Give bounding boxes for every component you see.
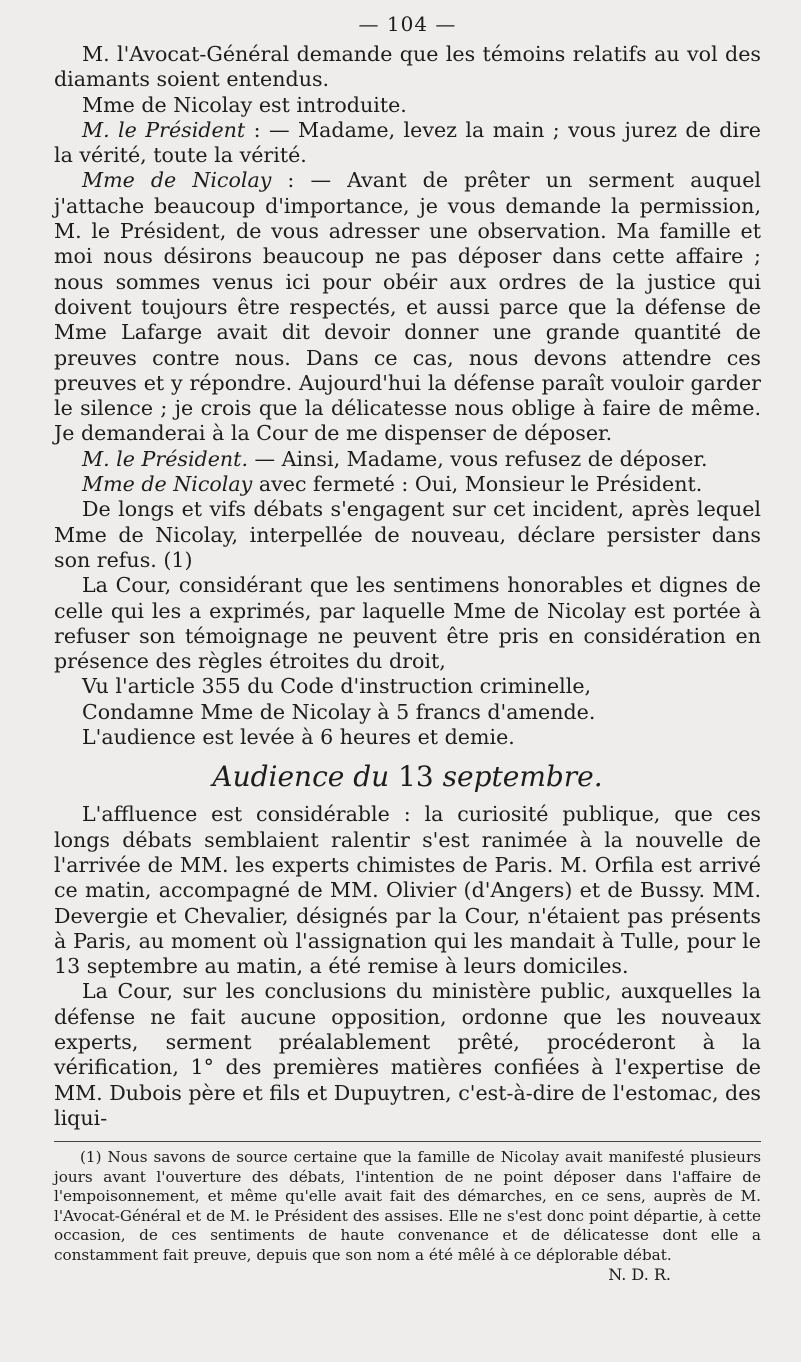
paragraph (54, 168, 761, 446)
heading-tail: septembre. (433, 760, 603, 794)
paragraph (54, 472, 761, 497)
paragraph: Mme de Nicolay est introduite. (82, 92, 407, 117)
heading-date-number: 13 (398, 760, 434, 794)
speaker-label: M. le Président (82, 117, 246, 142)
paragraph: La Cour, considérant que les sentimens honorables et dignes de celle qui les a exprimés, par laquelle Mme de Nicolay est portée à refuser son témoignage ne peuvent être pris en considération en présence des règles étroites du droit, (54, 573, 761, 674)
speaker-label: Mme de Nicolay (82, 472, 253, 497)
paragraph: La Cour, sur les conclusions du ministère public, auxquelles la défense ne fait aucune opposition, ordonne que les nouveaux experts, serment préalablement prêté, procéderont à la vérification, 1° des premières matières confiées à l'expertise de MM. Dubois père et fils et Dupuytren, c'est-à-dire de l'estomac, des liqui- (54, 979, 761, 1130)
footnote-signature: N. D. R. (608, 1265, 671, 1285)
speech-text: avec fermeté : Oui, Monsieur le Président. (252, 472, 703, 497)
page-number-header: — 104 — (358, 12, 457, 36)
section-heading (54, 758, 761, 796)
paragraph: De longs et vifs débats s'engagent sur cet incident, après lequel Mme de Nicolay, interpellée de nouveau, déclare persister dans son refus. (1) (54, 497, 761, 572)
speech-text: : — Madame, levez la main ; vous jurez de dire la vérité, toute la vérité. (54, 117, 761, 168)
paragraph (54, 118, 761, 169)
speaker-label: Mme de Nicolay (82, 168, 272, 193)
paragraph: L'audience est levée à 6 heures et demie. (82, 725, 515, 750)
main-text (54, 42, 761, 1131)
speech-text: — Ainsi, Madame, vous refusez de déposer. (248, 446, 708, 471)
paragraph: L'affluence est considérable : la curiosité publique, que ces longs débats semblaient ralentir s'est ranimée à la nouvelle de l'arrivée de MM. les experts chimistes de Paris. M. Orfila est arrivé ce matin, accompagné de MM. Olivier (d'Angers) et de Bussy. MM. Devergie et Chevalier, désignés par la Cour, n'étaient pas présents à Paris, au moment où l'assignation qui les mandait à Tulle, pour le 13 septembre au matin, a été remise à leurs domiciles. (54, 802, 761, 979)
footnote (54, 1148, 761, 1285)
paragraph: Vu l'article 355 du Code d'instruction criminelle, (82, 674, 592, 699)
paragraph: Condamne Mme de Nicolay à 5 francs d'amende. (82, 699, 596, 724)
speech-text: : — Avant de prêter un serment auquel j'attache beaucoup d'importance, je vous demande la permission, M. le Président, de vous adresser une observation. Ma famille et moi nous désirons beaucoup ne pas déposer dans cette affaire ; nous sommes venus ici pour obéir aux ordres de la justice qui doivent toujours être respectés, et aussi parce que la défense de Mme Lafarge avait dit devoir donner une grande quantité de preuves contre nous. Dans ce cas, nous devons attendre ces preuves et y répondre. Aujourd'hui la défense paraît vouloir garder le silence ; je crois que la délicatesse nous oblige à faire de même. Je demanderai à la Cour de me dispenser de déposer. (54, 168, 761, 446)
speaker-label: M. le Président. (82, 446, 248, 471)
paragraph: M. l'Avocat-Général demande que les témoins relatifs au vol des diamants soient entendus. (54, 42, 761, 92)
paragraph (54, 447, 761, 472)
heading-text: Audience du (212, 760, 399, 794)
footnote-divider (54, 1141, 761, 1142)
footnote-text: (1) Nous savons de source certaine que la famille de Nicolay avait manifesté plusieurs jours avant l'ouverture des débats, l'intention de ne point déposer dans l'affaire de l'empoisonnement, et même qu'elle avait fait des démarches, en ce sens, auprès de M. l'Avocat-Général et de M. le Président des assises. Elle ne s'est donc point départie, à cette occasion, de ces sentiments de haute convenance et de délicatesse dont elle a constamment fait preuve, depuis que son nom a été mêlé à ce déplorable débat. (54, 1148, 761, 1264)
